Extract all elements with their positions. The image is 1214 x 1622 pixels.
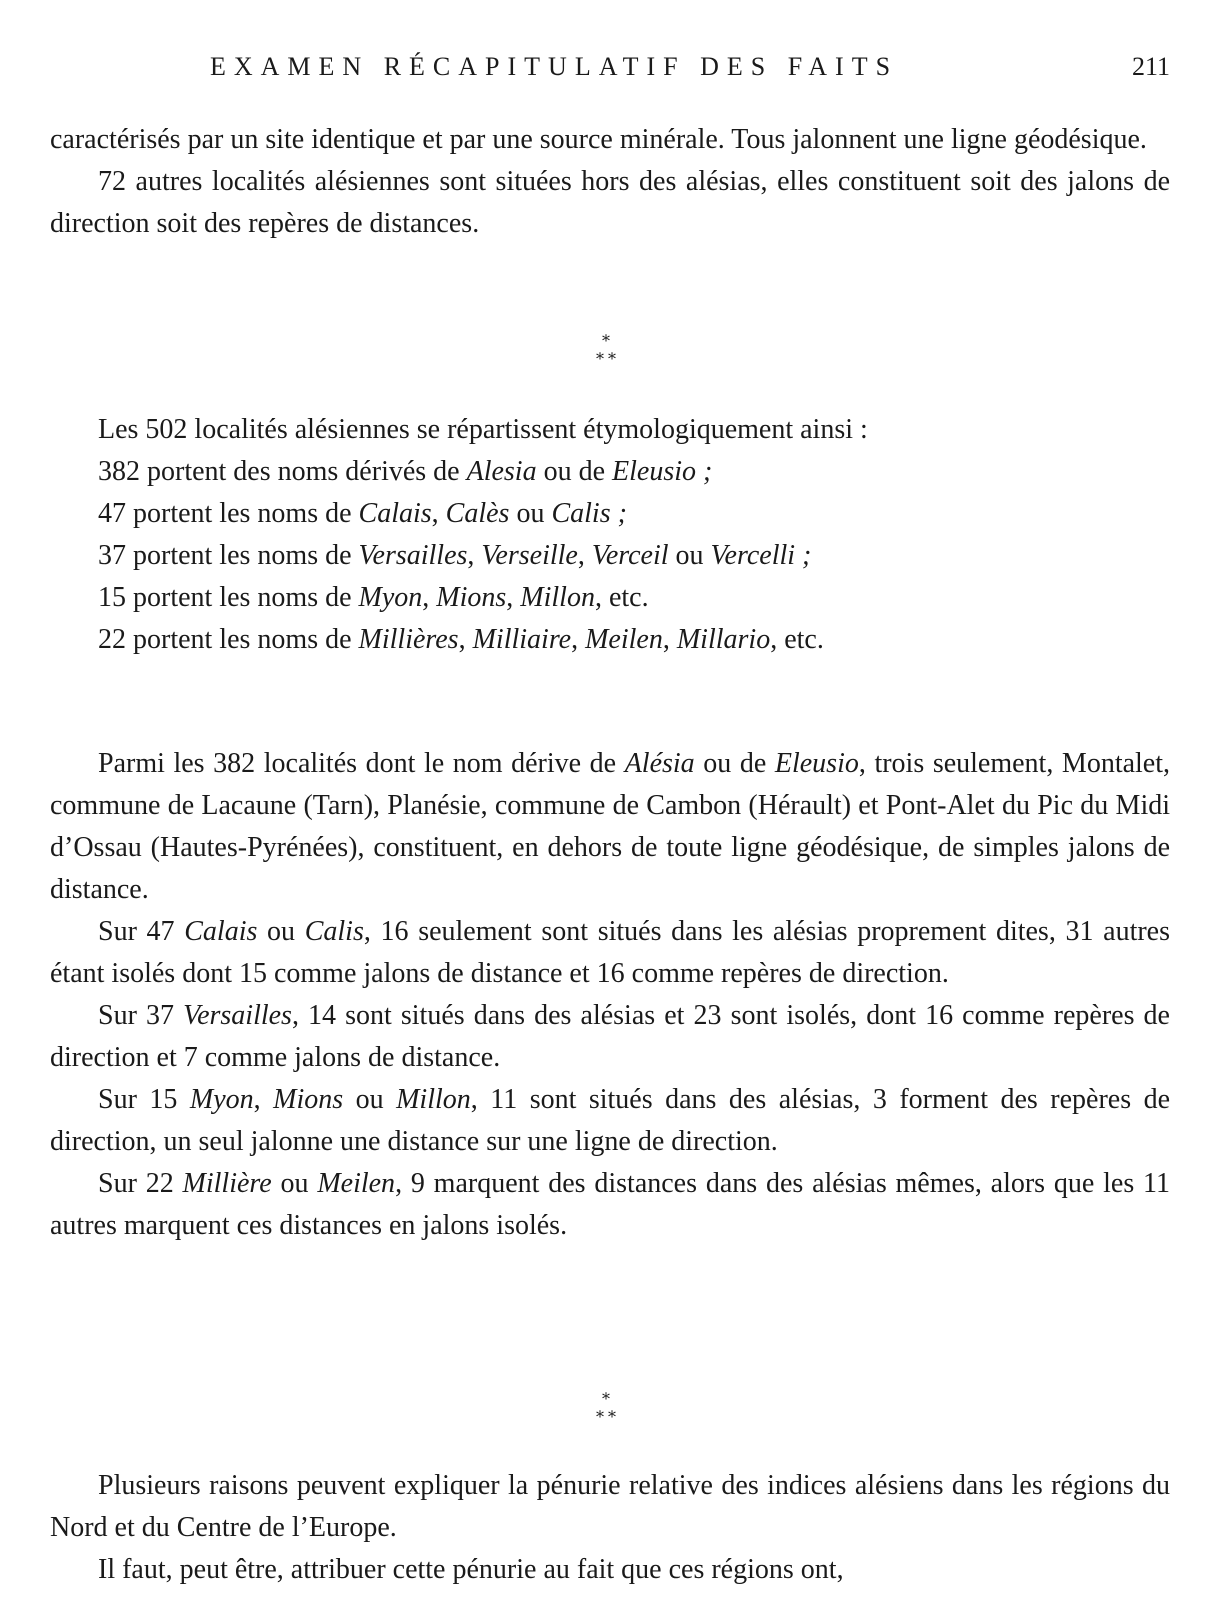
paragraph: Les 502 localités alésiennes se répartissent étymologiquement ainsi : xyxy=(98,414,868,445)
paragraph: caractérisés par un site identique et par une source minérale. Tous jalonnent une ligne géodésique. xyxy=(50,124,1147,155)
page-number: 211 xyxy=(1131,52,1170,81)
list-item: 382 portent des noms dérivés de Alesia ou de Eleusio ; xyxy=(98,456,713,487)
paragraph: Plusieurs raisons peuvent expliquer la pénurie relative des indices alésiens dans les régions du Nord et du Centre de l’Europe. xyxy=(50,1470,1170,1543)
paragraph: Sur 47 Calais ou Calis, 16 seulement sont situés dans les alésias proprement dites, 31 autres étant isolés dont 15 comme jalons de distance et 16 comme repères de direction. xyxy=(50,916,1171,989)
paragraph: Il faut, peut être, attribuer cette pénurie au fait que ces régions ont, xyxy=(98,1554,844,1585)
paragraph: Parmi les 382 localités dont le nom dérive de Alésia ou de Eleusio, trois seulement, Montalet, commune de Lacaune (Tarn), Planésie, commune de Cambon (Hérault) et Pont-Alet du Pic du Midi d’Ossau (Hautes-Pyrénées), constituent, en dehors de toute ligne géodésique, de simples jalons de distance. xyxy=(50,748,1171,905)
list-item: 22 portent les noms de Millières, Milliaire, Meilen, Millario, etc. xyxy=(98,624,824,655)
section-ornament: ⁎ ⁎ ⁎ xyxy=(596,1386,616,1421)
section-ornament: ⁎ ⁎ ⁎ xyxy=(596,328,616,363)
list-item: 37 portent les noms de Versailles, Verseille, Verceil ou Vercelli ; xyxy=(98,540,812,571)
paragraph: Sur 15 Myon, Mions ou Millon, 11 sont situés dans des alésias, 3 forment des repères de direction, un seul jalonne une distance sur une ligne de direction. xyxy=(50,1084,1170,1157)
text-block-2 xyxy=(50,409,1170,661)
list-item: 47 portent les noms de Calais, Calès ou Calis ; xyxy=(98,498,627,529)
paragraph: Sur 22 Millière ou Meilen, 9 marquent des distances dans des alésias mêmes, alors que les 11 autres marquent ces distances en jalons isolés. xyxy=(50,1168,1170,1241)
text-block-4 xyxy=(50,1465,1170,1591)
text-block-3 xyxy=(50,743,1170,1247)
page-header xyxy=(50,52,1170,92)
list-item: 15 portent les noms de Myon, Mions, Millon, etc. xyxy=(98,582,649,613)
paragraph: 72 autres localités alésiennes sont situées hors des alésias, elles constituent soit des jalons de direction soit des repères de distances. xyxy=(50,166,1170,239)
paragraph: Sur 37 Versailles, 14 sont situés dans des alésias et 23 sont isolés, dont 16 comme repères de direction et 7 comme jalons de distance. xyxy=(50,1000,1170,1073)
text-block-1 xyxy=(50,119,1170,245)
running-title: EXAMEN RÉCAPITULATIF DES FAITS xyxy=(210,52,899,81)
